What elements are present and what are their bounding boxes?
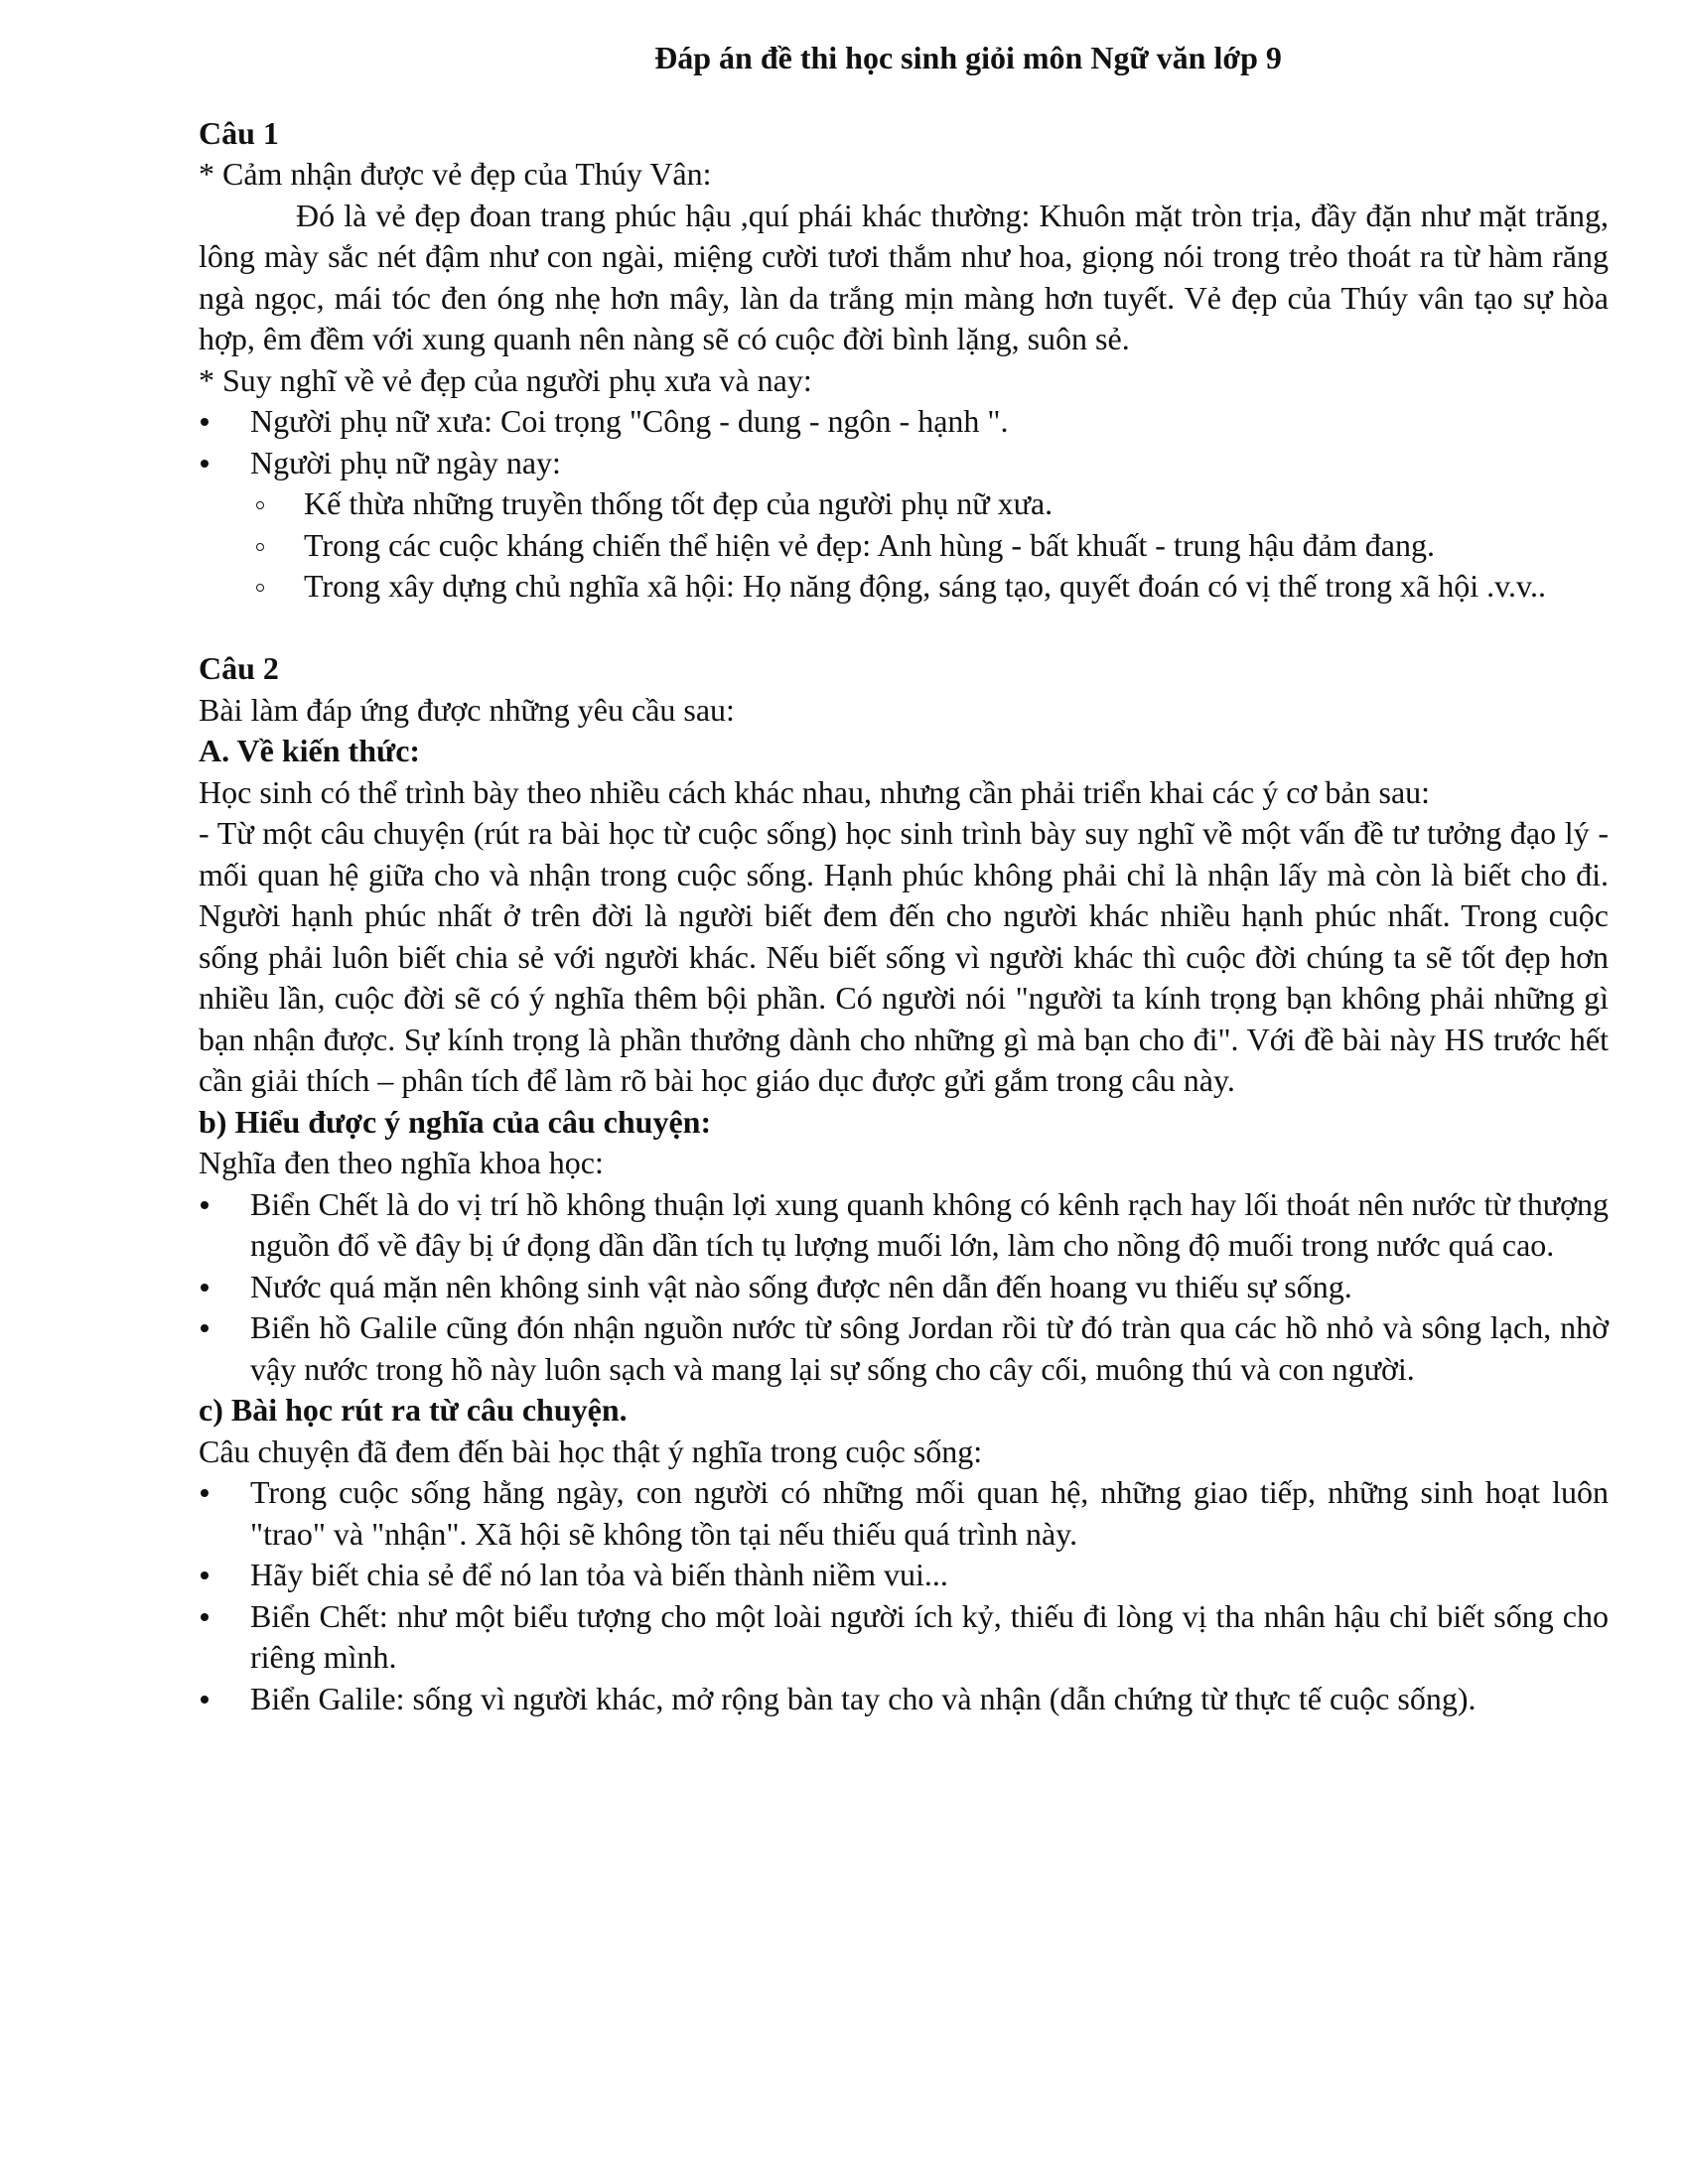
sub-list-item — [199, 483, 1609, 525]
section-a-paragraph: - Từ một câu chuyện (rút ra bài học từ cuộc sống) học sinh trình bày suy nghĩ về một vấn đề tư tưởng đạo lý - mối quan hệ giữa cho và nhận trong cuộc sống. Hạnh phúc không phải chỉ là nhận lấy mà còn là biết cho đi. Người hạnh phúc nhất ở trên đời là người biết đem đến cho người khác nhiều hạnh phúc nhất. Trong cuộc sống phải luôn biết chia sẻ với người khác. Nếu biết sống vì người khác thì cuộc đời chúng ta sẽ tốt đẹp hơn nhiều lần, cuộc đời sẽ có ý nghĩa thêm bội phần. Có người nói "người ta kính trọng bạn không phải những gì bạn nhận được. Sự kính trọng là phần thưởng dành cho những gì mà bạn cho đi". Với đề bài này HS trước hết cần giải thích – phân tích để làm rõ bài học giáo dục được gửi gắm trong câu này. — [199, 815, 1609, 1098]
list-item — [199, 1184, 1609, 1267]
circle-bullet-icon — [256, 584, 264, 592]
bullet-icon — [201, 1284, 209, 1292]
list-item-text: Người phụ nữ ngày nay: — [250, 444, 561, 480]
bullet-icon — [201, 1571, 209, 1579]
document-page — [199, 38, 1609, 1719]
question-2-heading: Câu 2 — [199, 650, 279, 686]
sub-list-item — [199, 525, 1609, 567]
document-title: Đáp án đề thi học sinh giỏi môn Ngữ văn lớp 9 — [654, 40, 1282, 75]
list-item-text: Biển Galile: sống vì người khác, mở rộng bàn tay cho và nhận (dẫn chứng từ thực tế cuộc sống). — [250, 1680, 1477, 1716]
list-item-text: Biển Chết là do vị trí hồ không thuận lợi xung quanh không có kênh rạch hay lối thoát nên nước từ thượng nguồn đổ về đây bị ứ đọng dần dần tích tụ lượng muối lớn, làm cho nồng độ muối trong nước quá cao. — [250, 1185, 1609, 1263]
question-1-bullet-list — [199, 401, 1609, 483]
list-item — [199, 401, 1609, 443]
list-item-text: Biển hồ Galile cũng đón nhận nguồn nước từ sông Jordan rồi từ đó tràn qua các hồ nhỏ và sông lạch, nhờ vậy nước trong hồ này luôn sạch và mang lại sự sống cho cây cối, muông thú và con người. — [250, 1309, 1609, 1387]
section-spacer — [199, 608, 1609, 649]
suy-nghi-label: * Suy nghĩ về vẻ đẹp của người phụ xưa và nay: — [199, 361, 812, 398]
section-a-heading: A. Về kiến thức: — [199, 733, 421, 768]
list-item — [199, 1267, 1609, 1308]
circle-bullet-icon — [256, 543, 264, 551]
list-item-text: Nước quá mặn nên không sinh vật nào sống được nên dẫn đến hoang vu thiếu sự sống. — [250, 1268, 1352, 1304]
list-item — [199, 443, 1609, 484]
section-a-line: Học sinh có thể trình bày theo nhiều cách khác nhau, nhưng cần phải triển khai các ý cơ bản sau: — [199, 773, 1431, 810]
cam-nhan-label: * Cảm nhận được vẻ đẹp của Thúy Vân: — [199, 156, 712, 192]
list-item — [199, 1472, 1609, 1555]
bullet-icon — [201, 1613, 209, 1621]
bullet-icon — [201, 418, 209, 426]
section-c-bullet-list — [199, 1472, 1609, 1719]
question-2-intro: Bài làm đáp ứng được những yêu cầu sau: — [199, 691, 735, 728]
section-c-intro: Câu chuyện đã đem đến bài học thật ý nghĩa trong cuộc sống: — [199, 1433, 983, 1469]
list-item — [199, 1307, 1609, 1390]
sub-list-item — [199, 566, 1609, 608]
list-item-text: Biển Chết: như một biểu tượng cho một loài người ích kỷ, thiếu đi lòng vị tha nhân hậu chỉ biết sống cho riêng mình. — [250, 1597, 1609, 1675]
sub-list-item-text: Trong xây dựng chủ nghĩa xã hội: Họ năng động, sáng tạo, quyết đoán có vị thế trong xã hội .v.v.. — [304, 568, 1546, 604]
list-item — [199, 1679, 1609, 1720]
section-b-bullet-list — [199, 1184, 1609, 1391]
cam-nhan-paragraph: Đó là vẻ đẹp đoan trang phúc hậu ,quí phái khác thường: Khuôn mặt tròn trịa, đầy đặn như mặt trăng, lông mày sắc nét đậm như con ngài, miệng cười tươi thắm như hoa, giọng nói trong trẻo thoát ra từ hàm răng ngà ngọc, mái tóc đen óng nhẹ hơn mây, làn da trắng mịn màng hơn tuyết. Vẻ đẹp của Thúy vân tạo sự hòa hợp, êm đềm với xung quanh nên nàng sẽ có cuộc đời bình lặng, suôn sẻ. — [199, 197, 1609, 356]
circle-bullet-icon — [256, 501, 264, 509]
section-b-intro: Nghĩa đen theo nghĩa khoa học: — [199, 1145, 604, 1180]
question-1-heading: Câu 1 — [199, 114, 279, 151]
list-item-text: Người phụ nữ xưa: Coi trọng "Công - dung - ngôn - hạnh ". — [250, 403, 1009, 439]
list-item-text: Hãy biết chia sẻ để nó lan tỏa và biến thành niềm vui... — [250, 1557, 948, 1592]
sub-list-item-text: Kế thừa những truyền thống tốt đẹp của người phụ nữ xưa. — [304, 485, 1054, 521]
bullet-icon — [201, 460, 209, 468]
bullet-icon — [201, 1696, 209, 1704]
bullet-icon — [201, 1324, 209, 1332]
sub-list-item-text: Trong các cuộc kháng chiến thể hiện vẻ đẹp: Anh hùng - bất khuất - trung hậu đảm đang. — [304, 526, 1435, 563]
list-item — [199, 1555, 1609, 1596]
list-item — [199, 1596, 1609, 1679]
list-item-text: Trong cuộc sống hằng ngày, con người có những mối quan hệ, những giao tiếp, những sinh hoạt luôn "trao" và "nhận". Xã hội sẽ không tồn tại nếu thiếu quá trình này. — [250, 1474, 1609, 1552]
bullet-icon — [201, 1201, 209, 1209]
section-c-heading: c) Bài học rút ra từ câu chuyện. — [199, 1392, 628, 1428]
section-b-heading: b) Hiểu được ý nghĩa của câu chuyện: — [199, 1103, 712, 1140]
question-1-sub-bullet-list — [199, 483, 1609, 608]
bullet-icon — [201, 1489, 209, 1497]
